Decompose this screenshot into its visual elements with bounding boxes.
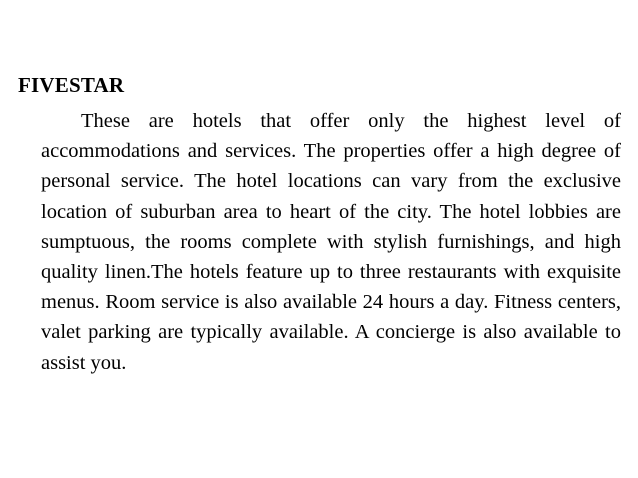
body-paragraph: These are hotels that offer only the highest level of accommodations and services. The properties offer a high degree of personal service. The hotel locations can vary from the exclusive location of suburban area to heart of the city. The hotel lobbies are sumptuous, the rooms complete with stylish furnishings, and high quality linen.The hotels feature up to three restaurants with exquisite menus. Room service is also available 24 hours a day. Fitness centers, valet parking are typically available. A concierge is also available to assist you. [41,110,621,374]
section-heading: FIVESTAR [18,73,125,97]
